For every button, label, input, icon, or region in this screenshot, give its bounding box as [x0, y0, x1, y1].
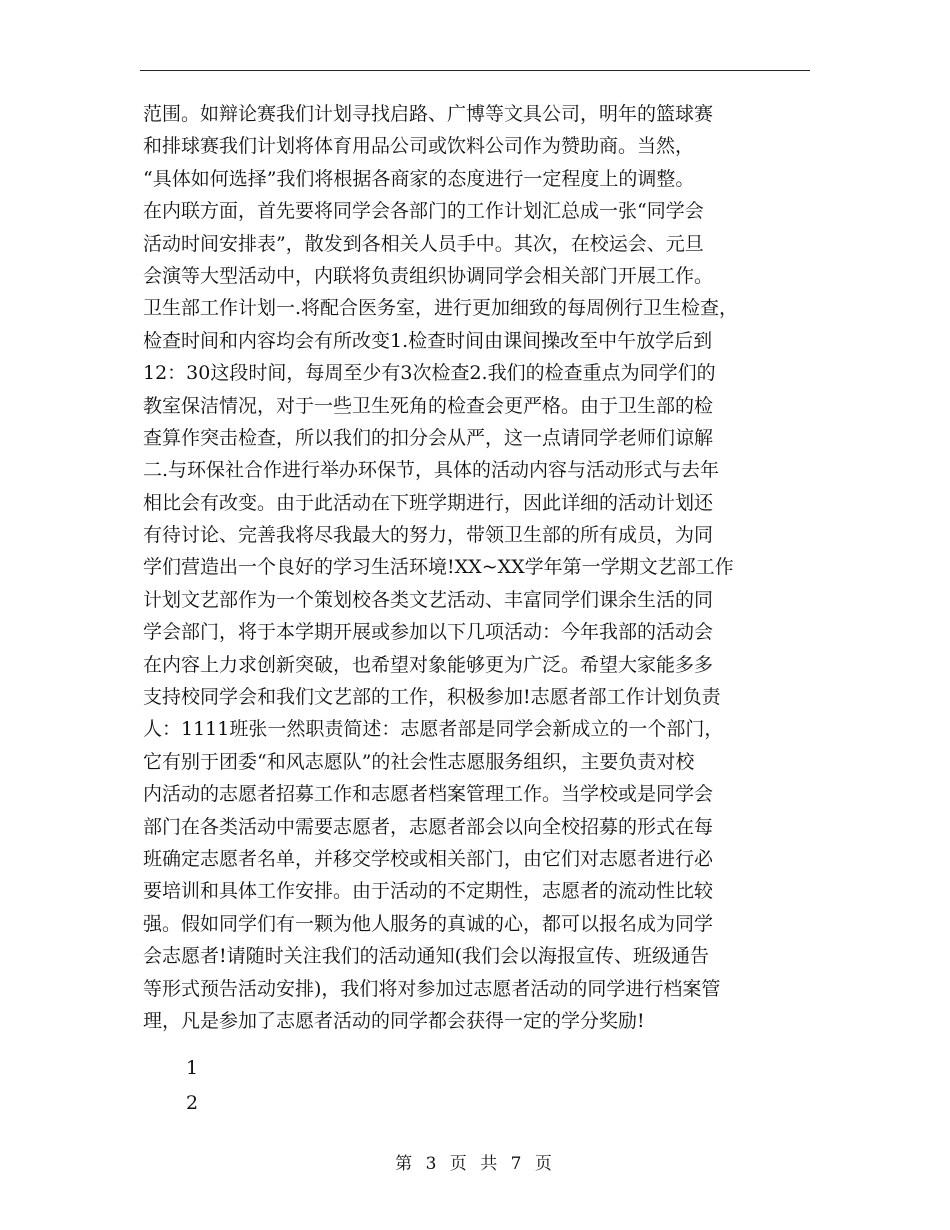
text-line: 会演等大型活动中，内联将负责组织协调同学会相关部门开展工作。 [143, 264, 714, 287]
text-line: 理，凡是参加了志愿者活动的同学都会获得一定的学分奖励! [143, 1009, 645, 1032]
header-rule [140, 70, 810, 71]
text-line: 它有别于团委“和风志愿队”的社会性志愿服务组织，主要负责对校 [143, 750, 695, 773]
text-line: 要培训和具体工作安排。由于活动的不定期性，志愿者的流动性比较 [143, 880, 714, 903]
text-line: 检查时间和内容均会有所改变1.检查时间由课间操改至中午放学后到 [143, 329, 713, 352]
text-line: “具体如何选择”我们将根据各商家的态度进行一定程度上的调整。 [143, 167, 695, 190]
page-footer: 第 3 页 共 7 页 [395, 1154, 555, 1174]
text-line: 范围。如辩论赛我们计划寻找启路、广博等文具公司，明年的篮球赛 [143, 103, 714, 125]
text-line: 查算作突击检查，所以我们的扣分会从严，这一点请同学老师们谅解 [143, 426, 714, 449]
text-line: 学会部门，将于本学期开展或参加以下几项活动：今年我部的活动会 [143, 621, 714, 644]
text-line: 支持校同学会和我们文艺部的工作，积极参加!志愿者部工作计划负责 [143, 686, 721, 709]
text-line: 等形式预告活动安排)，我们将对参加过志愿者活动的同学进行档案管 [143, 977, 721, 1000]
text-line: 教室保洁情况，对于一些卫生死角的检查会更严格。由于卫生部的检 [143, 394, 714, 417]
text-line: 班确定志愿者名单，并移交学校或相关部门，由它们对志愿者进行必 [143, 847, 714, 870]
text-line: 人：1111班张一然职责简述：志愿者部是同学会新成立的一个部门， [143, 718, 724, 741]
text-line: 在内联方面，首先要将同学会各部门的工作计划汇总成一张“同学会 [143, 200, 704, 223]
text-line: 内活动的志愿者招募工作和志愿者档案管理工作。当学校或是同学会 [143, 783, 714, 806]
list-number-1: 1 [186, 1057, 199, 1079]
text-line: 在内容上力求创新突破，也希望对象能够更为广泛。希望大家能多多 [143, 653, 714, 676]
text-line: 相比会有改变。由于此活动在下班学期进行，因此详细的活动计划还 [143, 491, 714, 514]
text-line: 会志愿者!请随时关注我们的活动通知(我们会以海报宣传、班级通告 [143, 945, 710, 968]
text-line: 12：30这段时间，每周至少有3次检查2.我们的检查重点为同学们的 [143, 362, 716, 385]
text-line: 部门在各类活动中需要志愿者，志愿者部会以向全校招募的形式在每 [143, 815, 714, 838]
text-line: 计划文艺部作为一个策划校各类文艺活动、丰富同学们课余生活的同 [143, 588, 714, 611]
text-line: 活动时间安排表”，散发到各相关人员手中。其次，在校运会、元旦 [143, 232, 704, 255]
text-line: 强。假如同学们有一颗为他人服务的真诚的心，都可以报名成为同学 [143, 912, 714, 935]
text-line: 有待讨论、完善我将尽我最大的努力，带领卫生部的所有成员，为同 [143, 524, 714, 547]
body-text [143, 98, 813, 1037]
text-line: 卫生部工作计划一.将配合医务室，进行更加细致的每周例行卫生检查， [143, 297, 739, 320]
text-line: 和排球赛我们计划将体育用品公司或饮料公司作为赞助商。当然， [143, 135, 695, 158]
list-number-2: 2 [186, 1092, 199, 1114]
text-line: 学们营造出一个良好的学习生活环境!XX~XX学年第一学期文艺部工作 [143, 556, 734, 579]
text-line: 二.与环保社合作进行举办环保节，具体的活动内容与活动形式与去年 [143, 459, 720, 482]
